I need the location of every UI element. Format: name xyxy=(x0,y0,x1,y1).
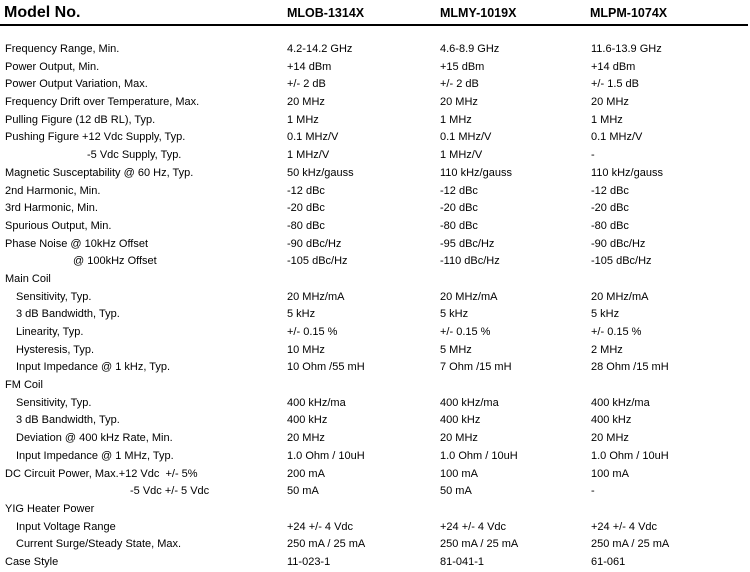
cell-model-3: - xyxy=(591,149,595,162)
table-row xyxy=(0,412,750,430)
table-row xyxy=(0,395,750,413)
cell-model-3: 11.6-13.9 GHz xyxy=(591,43,662,55)
cell-model-2: 1.0 Ohm / 10uH xyxy=(440,449,518,462)
cell-model-3: 20 MHz xyxy=(591,96,629,109)
row-label: Hysteresis, Typ. xyxy=(16,343,95,356)
cell-model-2: 250 mA / 25 mA xyxy=(440,538,519,551)
cell-model-1: 1 MHz xyxy=(287,113,319,126)
cell-model-1: -12 dBc xyxy=(287,184,325,197)
cell-model-2: +/- 0.15 % xyxy=(440,326,491,338)
cell-model-3: 2 MHz xyxy=(591,343,623,356)
table-row xyxy=(0,59,750,77)
cell-model-1: -105 dBc/Hz xyxy=(287,255,348,268)
cell-model-3: +/- 0.15 % xyxy=(591,326,642,338)
cell-model-1: 20 MHz/mA xyxy=(287,290,345,303)
cell-model-2: 5 MHz xyxy=(440,343,472,356)
cell-model-2: -95 dBc/Hz xyxy=(440,237,495,250)
cell-model-2: -20 dBc xyxy=(440,202,478,215)
table-row xyxy=(0,112,750,130)
cell-model-2: 5 kHz xyxy=(440,308,469,321)
table-row xyxy=(0,554,750,572)
cell-model-1: -90 dBc/Hz xyxy=(287,237,342,250)
row-label: @ 100kHz Offset xyxy=(73,255,157,268)
table-row xyxy=(0,359,750,377)
row-label: Input Voltage Range xyxy=(16,520,116,533)
table-row xyxy=(0,536,750,554)
cell-model-1: 50 mA xyxy=(287,485,319,498)
cell-model-2: -12 dBc xyxy=(440,184,478,197)
cell-model-1: +14 dBm xyxy=(287,60,332,73)
cell-model-1: 1.0 Ohm / 10uH xyxy=(287,449,365,462)
section-heading xyxy=(0,271,750,289)
cell-model-3: 400 kHz xyxy=(591,414,632,427)
cell-model-3: -105 dBc/Hz xyxy=(591,255,652,268)
cell-model-3: 0.1 MHz/V xyxy=(591,131,643,144)
cell-model-3: 5 kHz xyxy=(591,308,620,321)
cell-model-1: -20 dBc xyxy=(287,202,325,215)
row-label: Case Style xyxy=(5,555,59,568)
row-label: DC Circuit Power, Max.+12 Vdc +/- 5% xyxy=(5,467,198,480)
cell-model-2: 50 mA xyxy=(440,485,472,498)
table-row xyxy=(0,342,750,360)
cell-model-2: 81-041-1 xyxy=(440,555,485,568)
cell-model-1: 5 kHz xyxy=(287,308,316,321)
cell-model-3: 400 kHz/ma xyxy=(591,396,650,409)
row-label: 2nd Harmonic, Min. xyxy=(5,184,101,197)
table-row xyxy=(0,324,750,342)
cell-model-2: 400 kHz xyxy=(440,414,481,427)
cell-model-2: 0.1 MHz/V xyxy=(440,131,492,144)
table-row xyxy=(0,41,750,59)
model-heading-3: MLPM-1074X xyxy=(590,6,668,20)
cell-model-1: 20 MHz xyxy=(287,432,325,445)
model-heading-2: MLMY-1019X xyxy=(440,6,517,20)
cell-model-1: +/- 2 dB xyxy=(287,78,326,91)
cell-model-3: -80 dBc xyxy=(591,219,629,232)
row-label: -5 Vdc Supply, Typ. xyxy=(87,149,182,162)
cell-model-3: 28 Ohm /15 mH xyxy=(591,361,669,374)
cell-model-1: 200 mA xyxy=(287,467,325,480)
row-label: Sensitivity, Typ. xyxy=(16,290,92,303)
table-row xyxy=(0,466,750,484)
cell-model-2: 110 kHz/gauss xyxy=(440,166,512,179)
cell-model-1: -80 dBc xyxy=(287,219,325,232)
table-header xyxy=(0,0,750,27)
cell-model-2: 1 MHz/V xyxy=(440,149,483,162)
row-label: Input Impedance @ 1 MHz, Typ. xyxy=(16,449,174,462)
cell-model-3: 1.0 Ohm / 10uH xyxy=(591,449,669,462)
cell-model-2: +/- 2 dB xyxy=(440,78,479,91)
cell-model-2: 100 mA xyxy=(440,467,478,480)
cell-model-2: 400 kHz/ma xyxy=(440,396,499,409)
table-row xyxy=(0,306,750,324)
row-label: Deviation @ 400 kHz Rate, Min. xyxy=(16,432,173,445)
cell-model-1: 0.1 MHz/V xyxy=(287,131,339,144)
cell-model-1: 400 kHz/ma xyxy=(287,396,346,409)
cell-model-3: 61-061 xyxy=(591,555,626,568)
model-heading-1: MLOB-1314X xyxy=(287,6,365,20)
cell-model-1: +/- 0.15 % xyxy=(287,326,338,338)
cell-model-3: -20 dBc xyxy=(591,202,629,215)
table-row xyxy=(0,94,750,112)
cell-model-2: -110 dBc/Hz xyxy=(440,255,500,268)
cell-model-3: 20 MHz/mA xyxy=(591,290,649,303)
table-row xyxy=(0,430,750,448)
table-row xyxy=(0,200,750,218)
row-label: Current Surge/Steady State, Max. xyxy=(16,538,182,551)
row-label: YIG Heater Power xyxy=(5,502,95,515)
row-label: 3rd Harmonic, Min. xyxy=(5,202,98,215)
cell-model-2: 20 MHz/mA xyxy=(440,290,498,303)
cell-model-1: +24 +/- 4 Vdc xyxy=(287,520,354,533)
table-row xyxy=(0,183,750,201)
row-label: 3 dB Bandwidth, Typ. xyxy=(16,308,120,321)
cell-model-1: 10 MHz xyxy=(287,343,325,356)
row-label: Magnetic Susceptability @ 60 Hz, Typ. xyxy=(5,166,194,179)
section-heading xyxy=(0,377,750,395)
table-row xyxy=(0,218,750,236)
row-label: FM Coil xyxy=(5,379,43,392)
header-divider xyxy=(0,24,748,26)
cell-model-3: 20 MHz xyxy=(591,432,629,445)
cell-model-2: +24 +/- 4 Vdc xyxy=(440,520,507,533)
cell-model-1: 4.2-14.2 GHz xyxy=(287,43,353,55)
row-label: -5 Vdc +/- 5 Vdc xyxy=(130,485,210,498)
table-row xyxy=(0,289,750,307)
row-label: Frequency Range, Min. xyxy=(5,43,120,55)
row-label: Linearity, Typ. xyxy=(16,326,84,338)
row-label: Pulling Figure (12 dB RL), Typ. xyxy=(5,113,156,126)
table-row xyxy=(0,519,750,537)
cell-model-3: +24 +/- 4 Vdc xyxy=(591,520,658,533)
table-row xyxy=(0,448,750,466)
cell-model-3: 1 MHz xyxy=(591,113,623,126)
row-label: Spurious Output, Min. xyxy=(5,219,112,232)
table-row xyxy=(0,165,750,183)
row-label: Input Impedance @ 1 kHz, Typ. xyxy=(16,361,171,374)
cell-model-3: 250 mA / 25 mA xyxy=(591,538,670,551)
cell-model-3: -90 dBc/Hz xyxy=(591,237,646,250)
section-heading xyxy=(0,501,750,519)
cell-model-2: 7 Ohm /15 mH xyxy=(440,361,512,374)
table-row xyxy=(0,236,750,254)
cell-model-2: 20 MHz xyxy=(440,432,478,445)
row-label: Sensitivity, Typ. xyxy=(16,396,92,409)
model-no-heading: Model No. xyxy=(4,4,81,21)
cell-model-3: 100 mA xyxy=(591,467,629,480)
row-label: Power Output Variation, Max. xyxy=(5,78,148,91)
row-label: 3 dB Bandwidth, Typ. xyxy=(16,414,120,427)
cell-model-3: - xyxy=(591,485,595,498)
cell-model-2: 1 MHz xyxy=(440,113,472,126)
cell-model-2: 20 MHz xyxy=(440,96,478,109)
cell-model-1: 50 kHz/gauss xyxy=(287,166,354,179)
table-row xyxy=(0,483,750,501)
cell-model-1: 1 MHz/V xyxy=(287,149,330,162)
row-label: Phase Noise @ 10kHz Offset xyxy=(5,237,149,250)
table-row xyxy=(0,253,750,271)
cell-model-3: -12 dBc xyxy=(591,184,629,197)
cell-model-2: +15 dBm xyxy=(440,60,485,73)
cell-model-2: 4.6-8.9 GHz xyxy=(440,43,500,55)
row-label: Power Output, Min. xyxy=(5,60,100,73)
row-label: Frequency Drift over Temperature, Max. xyxy=(5,96,200,109)
spec-rows xyxy=(0,41,750,572)
cell-model-2: -80 dBc xyxy=(440,219,478,232)
row-label: Main Coil xyxy=(5,272,51,285)
row-label: Pushing Figure +12 Vdc Supply, Typ. xyxy=(5,131,186,144)
cell-model-1: 250 mA / 25 mA xyxy=(287,538,366,551)
table-row xyxy=(0,147,750,165)
cell-model-1: 20 MHz xyxy=(287,96,325,109)
cell-model-3: +14 dBm xyxy=(591,60,636,73)
cell-model-1: 400 kHz xyxy=(287,414,328,427)
table-row xyxy=(0,129,750,147)
cell-model-3: 110 kHz/gauss xyxy=(591,166,663,179)
table-row xyxy=(0,76,750,94)
cell-model-1: 11-023-1 xyxy=(287,555,331,568)
cell-model-1: 10 Ohm /55 mH xyxy=(287,361,365,374)
cell-model-3: +/- 1.5 dB xyxy=(591,78,640,91)
